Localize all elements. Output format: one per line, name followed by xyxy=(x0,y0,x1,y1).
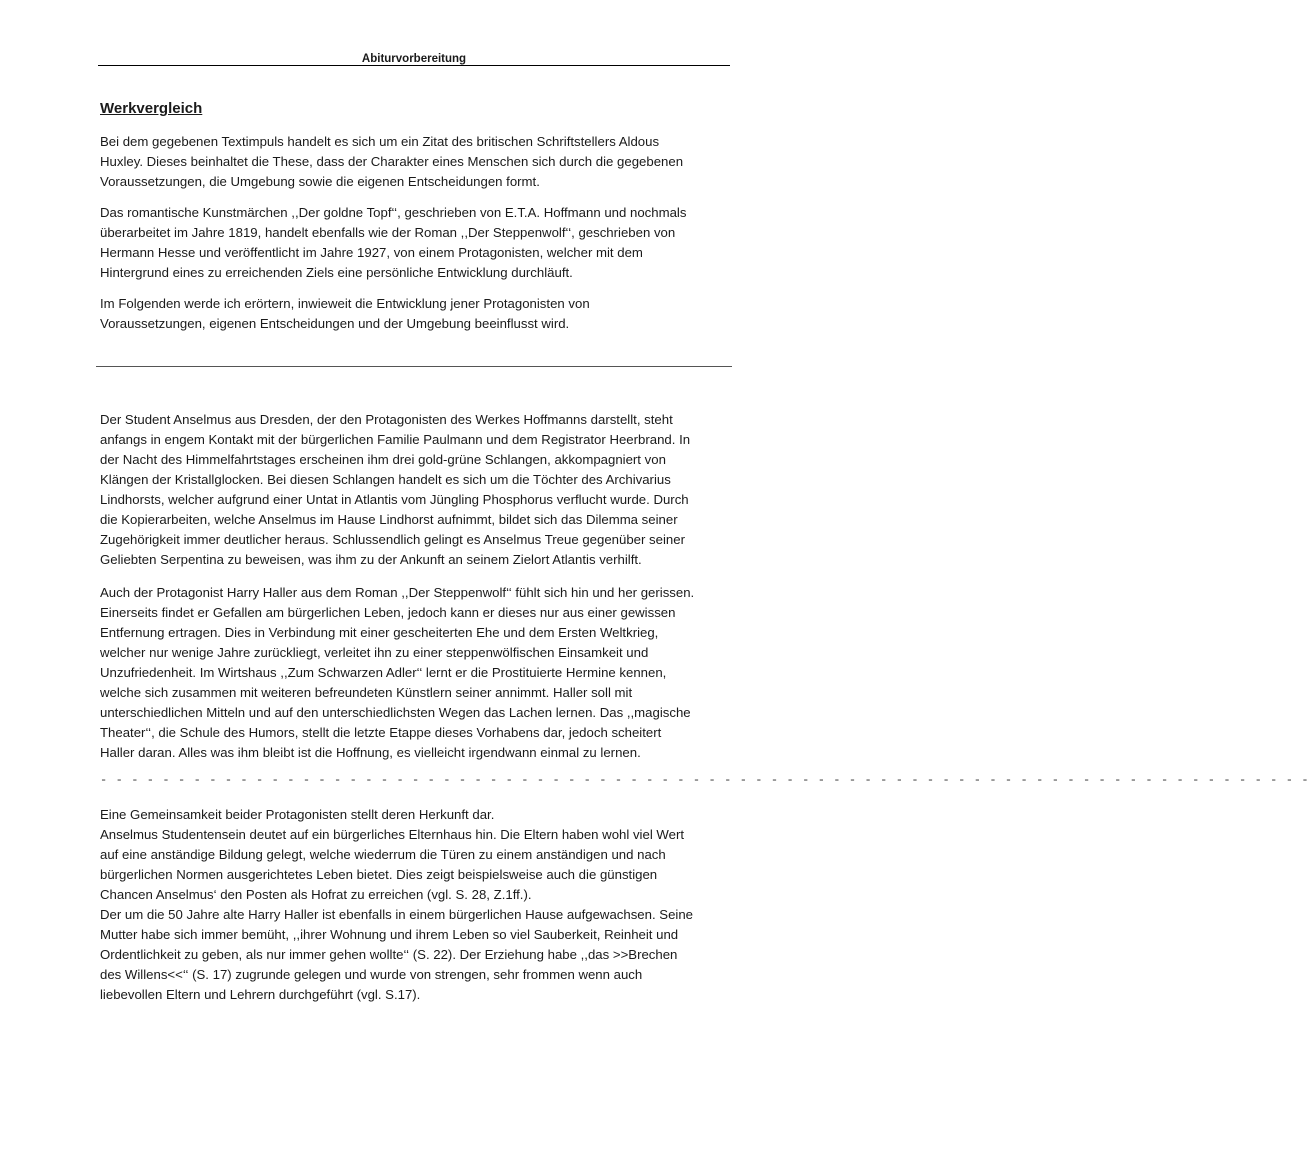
text-line: Im Folgenden werde ich erörtern, inwieweit die Entwicklung jener Protagonisten von xyxy=(100,296,590,311)
text-line: Zugehörigkeit immer deutlicher heraus. Schlussendlich gelingt es Anselmus Treue gegenüber seiner xyxy=(100,532,685,547)
text-line: Huxley. Dieses beinhaltet die These, dass der Charakter eines Menschen sich durch die gegebenen xyxy=(100,154,684,169)
text-line: Voraussetzungen, eigenen Entscheidungen und der Umgebung beeinflusst wird. xyxy=(100,316,570,331)
intro-paragraph-2 xyxy=(100,203,728,283)
dashed-divider: - - - - - - - - - - - - - - - - - - - - - - - - - - - - - - - - - - - - - - - - - - - - - - - - - - - - - - - - - - - - - - - - - - - - - - - - - - - - - - xyxy=(100,773,1309,787)
text-line: die Kopierarbeiten, welche Anselmus im Hause Lindhorst aufnimmt, bildet sich das Dilemma seiner xyxy=(100,512,678,527)
text-line: Hintergrund eines zu erreichenden Ziels eine persönliche Entwicklung durchläuft. xyxy=(100,265,573,280)
text-line: Das romantische Kunstmärchen ,,Der goldne Topf‘‘, geschrieben von E.T.A. Hoffmann und nochmals xyxy=(100,205,687,220)
text-line: Einerseits findet er Gefallen am bürgerlichen Leben, jedoch kann er dieses nur aus einer gewissen xyxy=(100,605,676,620)
text-line: anfangs in engem Kontakt mit der bürgerlichen Familie Paulmann und dem Registrator Heerbrand. In xyxy=(100,432,691,447)
text-line: der Nacht des Himmelfahrtstages erscheinen ihm drei gold-grüne Schlangen, akkompagniert von xyxy=(100,452,666,467)
text-line: Entfernung ertragen. Dies in Verbindung mit einer gescheiterten Ehe und dem Ersten Weltkrieg, xyxy=(100,625,659,640)
body-paragraph-herkunft xyxy=(100,805,728,1005)
intro-paragraph-1 xyxy=(100,132,728,192)
text-line: Anselmus Studentensein deutet auf ein bürgerliches Elternhaus hin. Die Eltern haben wohl viel Wert xyxy=(100,827,685,842)
text-line: überarbeitet im Jahre 1819, handelt ebenfalls wie der Roman ,,Der Steppenwolf‘‘, geschrieben von xyxy=(100,225,676,240)
text-line: welcher nur wenige Jahre zurückliegt, verleitet ihn zu einer steppenwölfischen Einsamkeit und xyxy=(100,645,649,660)
section-divider xyxy=(96,366,732,367)
text-line: liebevollen Eltern und Lehrern durchgeführt (vgl. S.17). xyxy=(100,987,421,1002)
text-line: Mutter habe sich immer bemüht, ,,ihrer Wohnung und ihrem Leben so viel Sauberkeit, Reinheit und xyxy=(100,927,679,942)
text-line: Lindhorsts, welcher aufgrund einer Untat in Atlantis vom Jüngling Phosphorus verflucht wurde. Durch xyxy=(100,492,689,507)
text-line: Chancen Anselmus‘ den Posten als Hofrat zu erreichen (vgl. S. 28, Z.1ff.). xyxy=(100,887,532,902)
header-divider xyxy=(98,65,730,66)
page-header: Abiturvorbereitung xyxy=(361,53,467,65)
text-line: bürgerlichen Normen ausgerichtetes Leben bietet. Dies zeigt beispielsweise auch die günstigen xyxy=(100,867,658,882)
text-line: Unzufriedenheit. Im Wirtshaus ,,Zum Schwarzen Adler‘‘ lernt er die Prostituierte Hermine kennen, xyxy=(100,665,667,680)
text-line: Hermann Hesse und veröffentlicht im Jahre 1927, von einem Protagonisten, welcher mit dem xyxy=(100,245,643,260)
text-line: Eine Gemeinsamkeit beider Protagonisten stellt deren Herkunft dar. xyxy=(100,807,495,822)
text-line: Theater‘‘, die Schule des Humors, stellt die letzte Etappe dieses Vorhabens dar, jedoch scheitert xyxy=(100,725,662,740)
text-line: Haller daran. Alles was ihm bleibt ist die Hoffnung, es vielleicht irgendwann einmal zu lernen. xyxy=(100,745,641,760)
text-line: Der um die 50 Jahre alte Harry Haller ist ebenfalls in einem bürgerlichen Hause aufgewachsen. Seine xyxy=(100,907,694,922)
section-title: Werkvergleich xyxy=(100,100,203,117)
text-line: Der Student Anselmus aus Dresden, der den Protagonisten des Werkes Hoffmanns darstellt, steht xyxy=(100,412,673,427)
text-line: Ordentlichkeit zu geben, als nur immer gehen wollte‘‘ (S. 22). Der Erziehung habe ,,das >>Brechen xyxy=(100,947,678,962)
text-line: des Willens<<‘‘ (S. 17) zugrunde gelegen und wurde von strengen, sehr frommen wenn auch xyxy=(100,967,643,982)
text-line: Voraussetzungen, die Umgebung sowie die eigenen Entscheidungen formt. xyxy=(100,174,540,189)
text-line: auf eine anständige Bildung gelegt, welche wiederrum die Türen zu einem anständigen und nach xyxy=(100,847,666,862)
text-line: unterschiedlichen Mitteln und auf den unterschiedlichsten Wegen das Lachen lernen. Das ,,magische xyxy=(100,705,691,720)
intro-paragraph-3 xyxy=(100,294,728,334)
text-line: welche sich zusammen mit weiteren befreundeten Künstlern seiner annimmt. Haller soll mit xyxy=(100,685,633,700)
text-line: Geliebten Serpentina zu beweisen, was ihm zu der Ankunft an seinem Zielort Atlantis verhilft. xyxy=(100,552,642,567)
body-paragraph-haller xyxy=(100,583,728,763)
body-paragraph-anselmus xyxy=(100,410,728,570)
text-line: Klängen der Kristallglocken. Bei diesen Schlangen handelt es sich um die Töchter des Archivarius xyxy=(100,472,671,487)
text-line: Auch der Protagonist Harry Haller aus dem Roman ,,Der Steppenwolf‘‘ fühlt sich hin und her gerissen. xyxy=(100,585,695,600)
text-line: Bei dem gegebenen Textimpuls handelt es sich um ein Zitat des britischen Schriftstellers Aldous xyxy=(100,134,660,149)
